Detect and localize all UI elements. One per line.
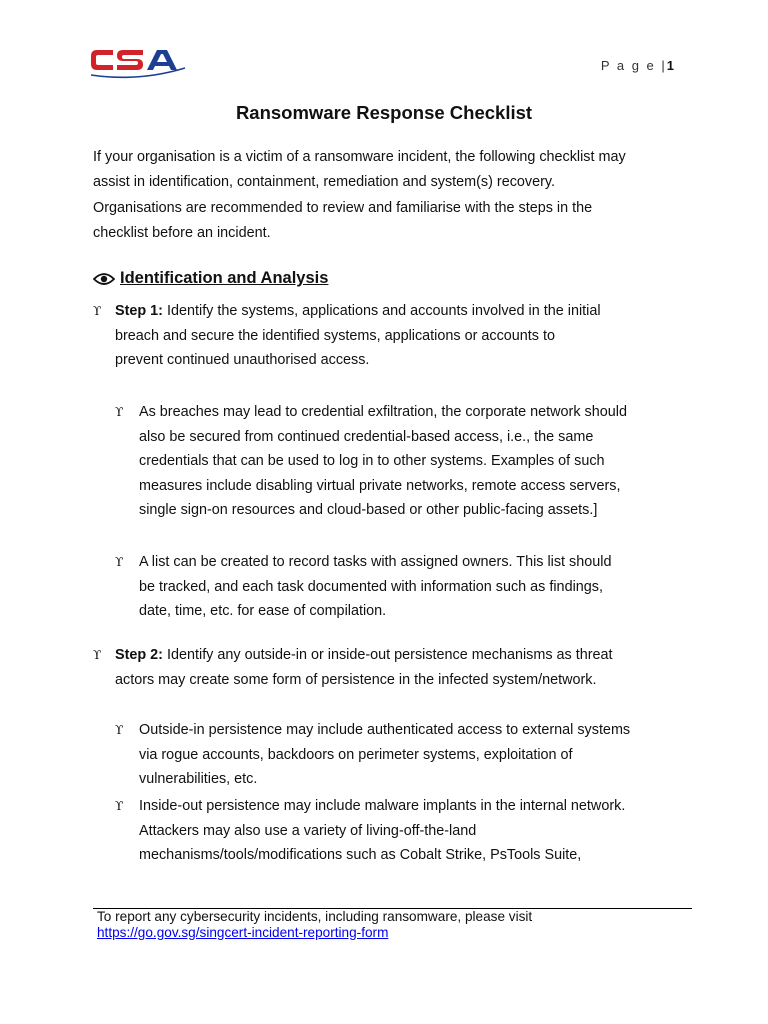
step-1-subitem: ϒ A list can be created to record tasks with assigned owners. This list should be tracked, and each task documented with information such as findings, date, time, etc. for ease of compilation. bbox=[115, 550, 675, 624]
bullet-icon: ϒ bbox=[115, 405, 124, 419]
csa-singapore-logo bbox=[89, 42, 189, 82]
footer bbox=[97, 909, 532, 940]
intro-paragraph bbox=[93, 145, 693, 246]
incident-reporting-link[interactable]: https://go.gov.sg/singcert-incident-reporting-form bbox=[97, 924, 389, 940]
step-1-item: ϒ Step 1: Identify the systems, applications and accounts involved in the initial breach and secure the identified systems, applications or accounts to prevent continued unauthorised access. bbox=[93, 299, 653, 373]
section-heading-text: Identification and Analysis bbox=[120, 269, 329, 287]
intro-line: If your organisation is a victim of a ransomware incident, the following checklist may bbox=[93, 149, 626, 165]
intro-line: assist in identification, containment, remediation and system(s) recovery. bbox=[93, 174, 556, 191]
bullet-icon: ϒ bbox=[93, 648, 102, 662]
step-2-subitem: ϒ Inside-out persistence may include malware implants in the internal network. Attackers may also use a variety of living-off-the-land mechanisms/tools/modifications such as Cobalt Strike, PsTools Suite, bbox=[115, 794, 675, 868]
bullet-icon: ϒ bbox=[93, 304, 102, 318]
page-number-label: P a g e |1 bbox=[600, 58, 674, 73]
step-2-label: Step 2: bbox=[115, 647, 163, 663]
step-2-item: ϒ Step 2: Identify any outside-in or inside-out persistence mechanisms as threat actors may create some form of persistence in the infected system/network. bbox=[93, 643, 673, 692]
page-number: 1 bbox=[666, 58, 674, 73]
bullet-icon: ϒ bbox=[115, 555, 124, 569]
intro-line: checklist before an incident. bbox=[93, 224, 271, 241]
step-1-subitem: ϒ As breaches may lead to credential exfiltration, the corporate network should also be secured from continued credential-based access, i.e., the same credentials that can be used to log in to other systems. Examples of such measures include disabling virtual private networks, remote access servers, single sign-on resources and cloud-based or other public-facing assets.] bbox=[115, 400, 675, 523]
step-2-subitem: ϒ Outside-in persistence may include authenticated access to external systems via rogue accounts, backdoors on perimeter systems, exploitation of vulnerabilities, etc. bbox=[115, 718, 675, 792]
bullet-icon: ϒ bbox=[115, 799, 124, 813]
document-title: Ransomware Response Checklist bbox=[235, 102, 533, 123]
intro-line: Organisations are recommended to review and familiarise with the steps in the bbox=[93, 199, 593, 216]
step-1-label: Step 1: bbox=[115, 303, 163, 319]
footer-text: To report any cybersecurity incidents, including ransomware, please visit bbox=[97, 909, 533, 924]
bullet-icon: ϒ bbox=[115, 723, 124, 737]
eye-icon bbox=[93, 272, 115, 286]
section-heading bbox=[93, 269, 328, 288]
